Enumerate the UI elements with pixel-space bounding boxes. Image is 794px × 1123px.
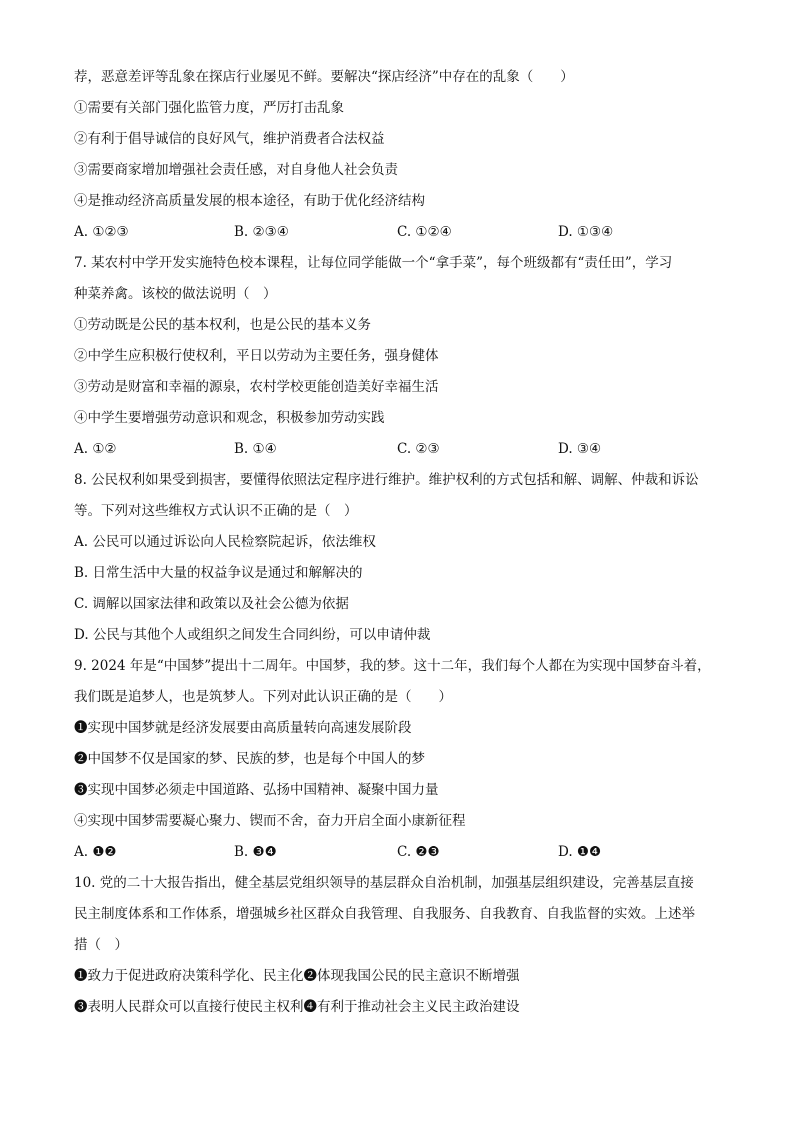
q10-stem-line-1: 10. 党的二十大报告指出，健全基层党组织领导的基层群众自治机制，加强基层组织建设，完善基层直接 <box>74 875 694 891</box>
q10-stem-line-3: 措（ ） <box>74 937 128 953</box>
q6-option-a[interactable]: A. ①②③ <box>74 224 129 240</box>
q8-stem-line-1: 8. 公民权利如果受到损害，要懂得依照法定程序进行维护。维护权利的方式包括和解、调解、仲裁和诉讼 <box>74 472 699 488</box>
q9-option-b[interactable]: B. ❸❹ <box>234 844 277 860</box>
q9-option-d[interactable]: D. ❶❹ <box>558 844 602 860</box>
q7-options <box>74 434 724 465</box>
q8-choice-d[interactable]: D. 公民与其他个人或组织之间发生合同纠纷，可以申请仲裁 <box>74 627 431 643</box>
q10-stem-line-2: 民主制度体系和工作体系，增强城乡社区群众自我管理、自我服务、自我教育、自我监督的实效。上述举 <box>74 906 695 922</box>
q6-option-d[interactable]: D. ①③④ <box>558 224 614 240</box>
q6-options <box>74 217 724 248</box>
q7-option-c[interactable]: C. ②③ <box>397 441 440 457</box>
q6-statement-4: ④是推动经济高质量发展的根本途径，有助于优化经济结构 <box>74 193 425 209</box>
q7-statement-2: ②中学生应积极行使权利，平日以劳动为主要任务，强身健体 <box>74 348 439 364</box>
exam-page <box>74 62 724 1023</box>
q7-option-d[interactable]: D. ③④ <box>558 441 602 457</box>
q6-statement-3: ③需要商家增加增强社会责任感，对自身他人社会负责 <box>74 162 398 178</box>
q9-statement-4: ④实现中国梦需要凝心聚力、锲而不舍，奋力开启全面小康新征程 <box>74 813 466 829</box>
q8-choice-c[interactable]: C. 调解以国家法律和政策以及社会公德为依据 <box>74 596 349 612</box>
q6-option-c[interactable]: C. ①②④ <box>397 224 452 240</box>
q6-statement-1: ①需要有关部门强化监管力度，严厉打击乱象 <box>74 100 344 116</box>
q6-statement-2: ②有利于倡导诚信的良好风气，维护消费者合法权益 <box>74 131 385 147</box>
q7-stem-line-1: 7. 某农村中学开发实施特色校本课程，让每位同学能做一个“拿手菜”，每个班级都有“责任田”，学习 <box>74 255 673 271</box>
q6-stem-tail: 荐，恶意差评等乱象在探店行业屡见不鲜。要解决“探店经济”中存在的乱象（ ） <box>74 69 574 85</box>
q8-choice-a[interactable]: A. 公民可以通过诉讼向人民检察院起诉，依法维权 <box>74 534 376 550</box>
q9-stem-line-1: 9. 2024 年是“中国梦”提出十二周年。中国梦，我的梦。这十二年，我们每个人都在为实现中国梦奋斗着， <box>74 658 711 674</box>
q8-stem-line-2: 等。下列对这些维权方式认识不正确的是（ ） <box>74 503 358 519</box>
q9-options <box>74 837 724 868</box>
q7-option-b[interactable]: B. ①④ <box>234 441 277 457</box>
q7-statement-3: ③劳动是财富和幸福的源泉，农村学校更能创造美好幸福生活 <box>74 379 439 395</box>
q9-stem-line-2: 我们既是追梦人，也是筑梦人。下列对此认识正确的是（ ） <box>74 689 452 705</box>
q9-statement-2: ❷中国梦不仅是国家的梦、民族的梦，也是每个中国人的梦 <box>74 751 425 767</box>
q9-option-c[interactable]: C. ❷❸ <box>397 844 440 860</box>
q6-option-b[interactable]: B. ②③④ <box>234 224 289 240</box>
q9-option-a[interactable]: A. ❶❷ <box>74 844 117 860</box>
q9-statement-3: ❸实现中国梦必须走中国道路、弘扬中国精神、凝聚中国力量 <box>74 782 439 798</box>
q7-statement-4: ④中学生要增强劳动意识和观念，积极参加劳动实践 <box>74 410 385 426</box>
q10-statements-row-1: ❶致力于促进政府决策科学化、民主化❷体现我国公民的民主意识不断增强 <box>74 968 520 984</box>
q8-choice-b[interactable]: B. 日常生活中大量的权益争议是通过和解解决的 <box>74 565 363 581</box>
q7-statement-1: ①劳动既是公民的基本权利，也是公民的基本义务 <box>74 317 371 333</box>
q7-option-a[interactable]: A. ①② <box>74 441 117 457</box>
q9-statement-1: ❶实现中国梦就是经济发展要由高质量转向高速发展阶段 <box>74 720 412 736</box>
q7-stem-line-2: 种菜养禽。该校的做法说明（ ） <box>74 286 277 302</box>
q10-statements-row-2: ❸表明人民群众可以直接行使民主权利❹有利于推动社会主义民主政治建设 <box>74 999 520 1015</box>
